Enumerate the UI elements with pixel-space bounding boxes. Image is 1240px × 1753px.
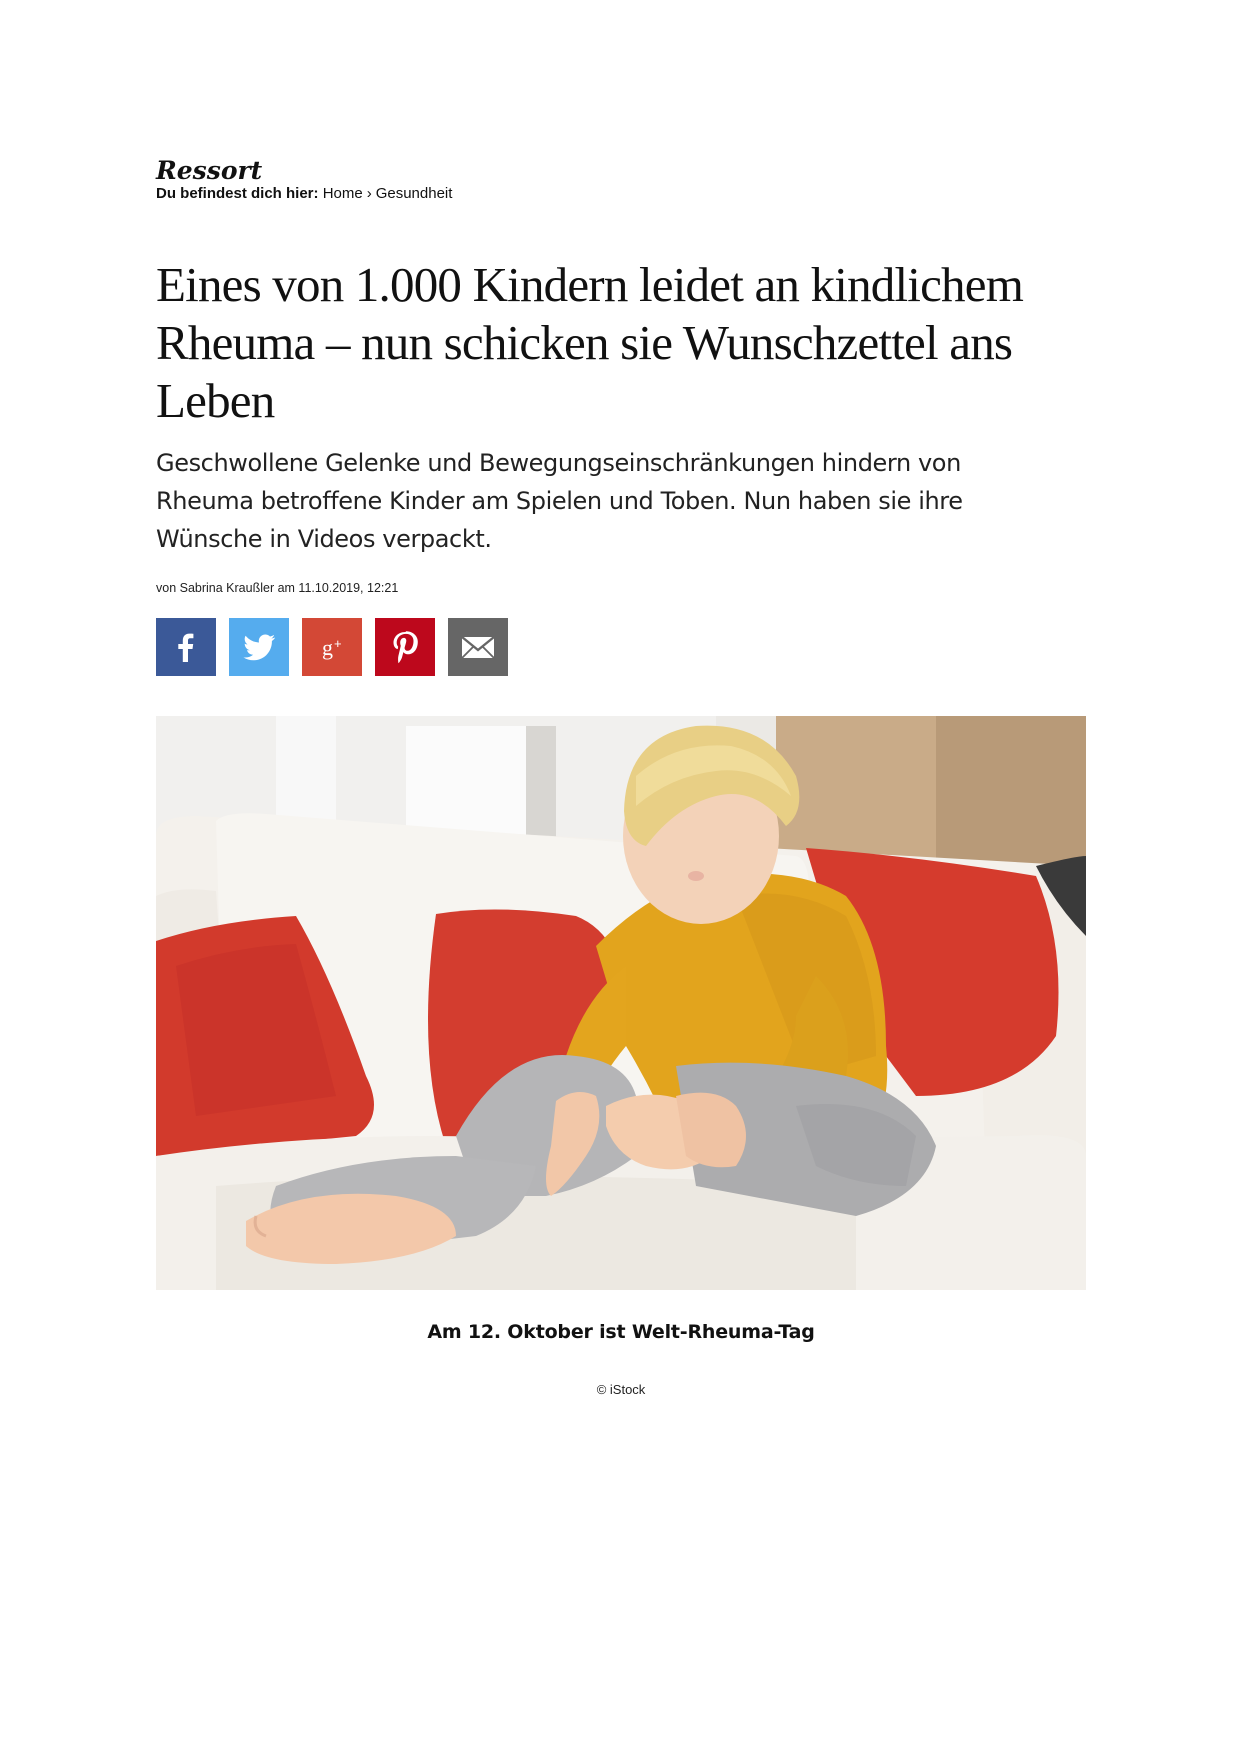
breadcrumb-item-gesundheit[interactable]: Gesundheit <box>375 185 453 202</box>
breadcrumb <box>156 184 1086 204</box>
article-photo <box>156 716 1086 1290</box>
pinterest-icon <box>375 618 435 676</box>
google-plus-icon <box>302 618 362 676</box>
image-caption: Am 12. Oktober ist Welt-Rheuma-Tag <box>427 1321 815 1343</box>
article-teaser: Geschwollene Gelenke und Bewegungseinschränkungen hindern von Rheuma betroffene Kinder am Spielen und Toben. Nun haben sie ihre Wünsche in Videos verpackt. <box>156 449 963 553</box>
twitter-icon <box>229 618 289 676</box>
image-credit: © iStock <box>596 1382 646 1397</box>
share-mail-button[interactable] <box>448 618 508 676</box>
photo-child-on-sofa <box>156 716 1086 1290</box>
article-page <box>156 158 1086 1398</box>
article-byline: von Sabrina Kraußler am 11.10.2019, 12:21 <box>156 581 399 595</box>
share-facebook-button[interactable] <box>156 618 216 676</box>
breadcrumb-separator: › <box>366 185 372 202</box>
mail-icon <box>448 618 508 676</box>
share-pinterest-button[interactable] <box>375 618 435 676</box>
breadcrumb-item-home[interactable]: Home <box>322 185 363 202</box>
facebook-icon <box>156 618 216 676</box>
breadcrumb-prefix: Du befindest dich hier: <box>156 185 319 202</box>
share-bar <box>156 618 1086 676</box>
article-headline: Eines von 1.000 Kindern leidet an kindlichem Rheuma – nun schicken sie Wunschzettel ans Leben <box>156 257 1024 428</box>
share-google-plus-button[interactable] <box>302 618 362 676</box>
section-label: Ressort <box>156 156 263 185</box>
svg-text:+: + <box>334 636 342 651</box>
svg-text:g: g <box>322 635 333 660</box>
share-twitter-button[interactable] <box>229 618 289 676</box>
